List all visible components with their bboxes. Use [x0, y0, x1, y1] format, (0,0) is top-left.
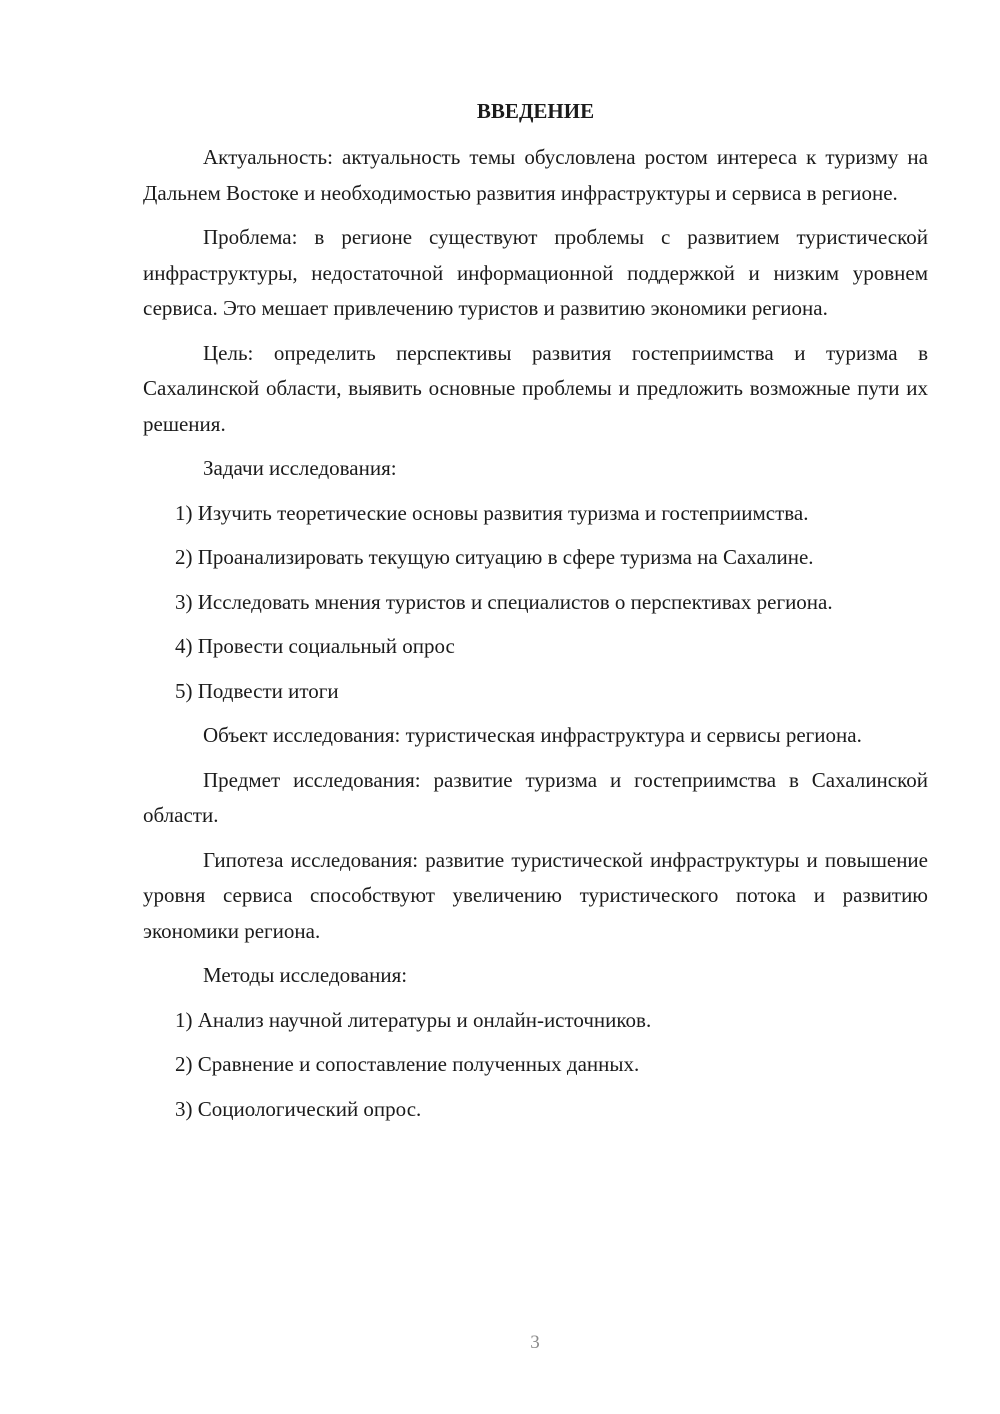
task-item: 3) Исследовать мнения туристов и специалистов о перспективах региона. [175, 589, 833, 614]
task-item: 1) Изучить теоретические основы развития туризма и гостеприимства. [175, 500, 809, 525]
tasks-heading: Задачи исследования: [203, 456, 397, 480]
problem-paragraph: Проблема: в регионе существуют проблемы с развитием туристической инфраструктуры, недостаточной информационной поддержкой и низким уровнем сервиса. Это мешает привлечению туристов и развитию экономики региона. [143, 225, 928, 320]
method-item: 1) Анализ научной литературы и онлайн-источников. [175, 1007, 652, 1032]
task-item: 2) Проанализировать текущую ситуацию в сфере туризма на Сахалине. [175, 545, 814, 569]
hypothesis-paragraph: Гипотеза исследования: развитие туристической инфраструктуры и повышение уровня сервиса способствуют увеличению туристического потока и развитию экономики региона. [143, 847, 928, 943]
methods-heading: Методы исследования: [203, 963, 408, 987]
method-item: 3) Социологический опрос. [175, 1096, 422, 1121]
object-paragraph: Объект исследования: туристическая инфраструктура и сервисы региона. [203, 723, 862, 747]
task-item: 5) Подвести итоги [175, 678, 339, 703]
goal-paragraph: Цель: определить перспективы развития гостеприимства и туризма в Сахалинской области, выявить основные проблемы и предложить возможные пути их решения. [143, 340, 928, 436]
page-number: 3 [530, 1332, 540, 1353]
page-title: ВВЕДЕНИЕ [476, 99, 595, 123]
relevance-paragraph: Актуальность: актуальность темы обусловлена ростом интереса к туризму на Дальнем Востоке и необходимостью развития инфраструктуры и сервиса в регионе. [143, 145, 928, 205]
document-page [143, 94, 928, 1136]
method-item: 2) Сравнение и сопоставление полученных данных. [175, 1052, 640, 1076]
task-item: 4) Провести социальный опрос [175, 634, 455, 658]
subject-paragraph: Предмет исследования: развитие туризма и гостеприимства в Сахалинской области. [143, 767, 928, 827]
